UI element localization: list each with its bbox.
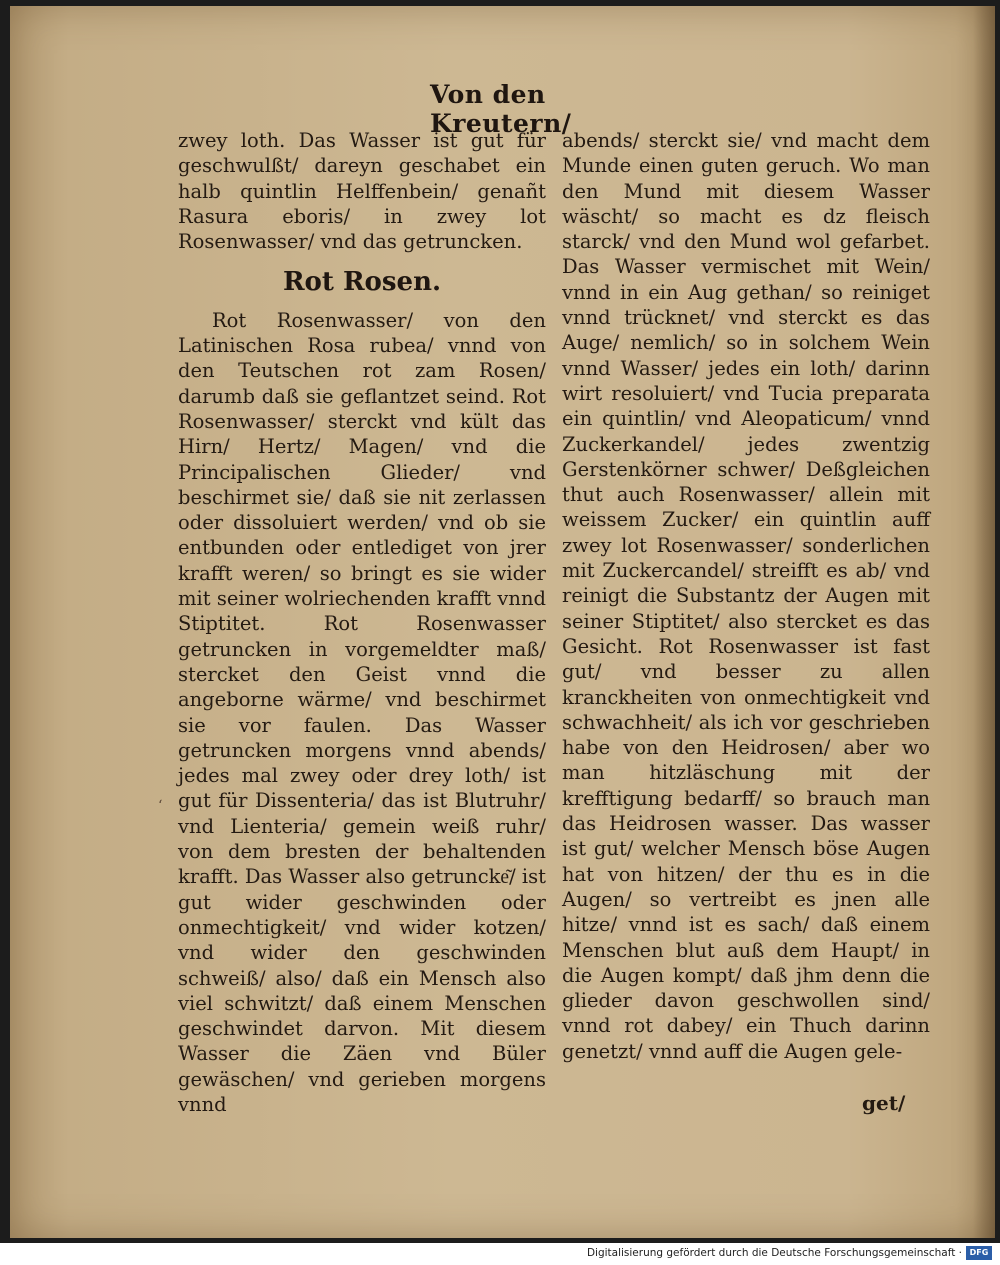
margin-mark: ‘	[158, 798, 163, 814]
running-title: Von den Kreutern/	[430, 80, 572, 138]
left-paragraph-1: zwey loth. Das Wasser ist gut für geschwulßt/ dareyn geschabet ein halb quintlin Helffenbein/ genañt Rasura eboris/ in zwey lot Rosenwasser/ vnd das getruncken.	[178, 129, 546, 254]
dfg-logo-icon: DFG	[966, 1246, 992, 1260]
left-paragraph-2: Rot Rosenwasser/ von den Latinischen Rosa rubea/ vnnd von den Teutschen rot zam Rosen/ darumb daß sie geflantzet seind. Rot Rosenwasser/ sterckt vnd kült das Hirn/ Hertz/ Magen/ vnd die Principalischen Glieder/ vnd beschirmet sie/ daß sie nit zerlassen oder dissoluiert werden/ vnd ob sie entbunden oder entlediget von jrer krafft weren/ so bringt es sie wider mit seiner wolriechenden krafft vnnd Stiptitet. Rot Rosenwasser getruncken in vorgemeldter maß/ stercket den Geist vnnd die angeborne wärme/ vnd beschirmet sie vor faulen. Das Wasser getruncken morgens vnnd abends/ jedes mal zwey oder drey loth/ ist gut für Dissenteria/ das ist Blutruhr/ vnd Lienteria/ gemein weiß ruhr/ von dem bresten der behaltenden krafft. Das Wasser also getruncke͂/ ist gut wider geschwinden oder onmechtigkeit/ vnd wider kotzen/ vnd wider den geschwinden schweiß/ also/ daß ein Mensch also viel schwitzt/ daß einem Menschen geschwindet darvon. Mit diesem Wasser die Zäen vnd Büler gewäschen/ vnd gerieben morgens vnnd	[178, 308, 546, 1116]
digitization-credit: Digitalisierung gefördert durch die Deutsche Forschungsgemeinschaft ·	[586, 1247, 962, 1259]
right-paragraph-1: abends/ sterckt sie/ vnd macht dem Munde einen guten geruch. Wo man den Mund mit diesem Wasser wäscht/ so macht es dz fleisch starck/ vnd den Mund wol gefarbet. Das Wasser vermischet mit Wein/ vnnd in ein Aug gethan/ so reiniget vnnd trücknet/ vnd sterckt es das Auge/ nemlich/ so in solchem Wein vnnd Wasser/ jedes ein loth/ darinn wirt resoluiert/ vnd Tucia preparata ein quintlin/ vnd Aleopaticum/ vnnd Zuckerkandel/ jedes zwentzig Gerstenkörner schwer/ Deßgleichen thut auch Rosenwasser/ allein mit weissem Zucker/ ein quintlin auff zwey lot Rosenwasser/ sonderlichen mit Zuckercandel/ streifft es ab/ vnd reinigt die Substantz der Augen mit seiner Stiptitet/ also stercket es das Gesicht. Rot Rosenwasser ist fast gut/ vnd besser zu allen kranckheiten von onmechtigkeit vnd schwachheit/ als ich vor geschrieben habe von den Heidrosen/ aber wo man hitzläschung mit der krefftigung bedarff/ so brauch man das Heidrosen wasser. Das wasser ist gut/ welcher Mensch böse Augen hat von hitzen/ der thu es in die Augen/ so vertreibt es jnen alle hitze/ vnnd ist es sach/ daß einem Menschen blut auß dem Haupt/ in die Augen kompt/ daß jhm denn die glieder davon geschwollen sind/ vnnd rot dabey/ ein Thuch darinn genetzt/ vnnd auff die Augen gele-	[562, 129, 930, 1063]
right-text-column	[562, 128, 930, 1064]
catchword: get/	[862, 1091, 906, 1115]
section-heading: Rot Rosen.	[282, 267, 442, 298]
left-text-column	[178, 128, 546, 1117]
